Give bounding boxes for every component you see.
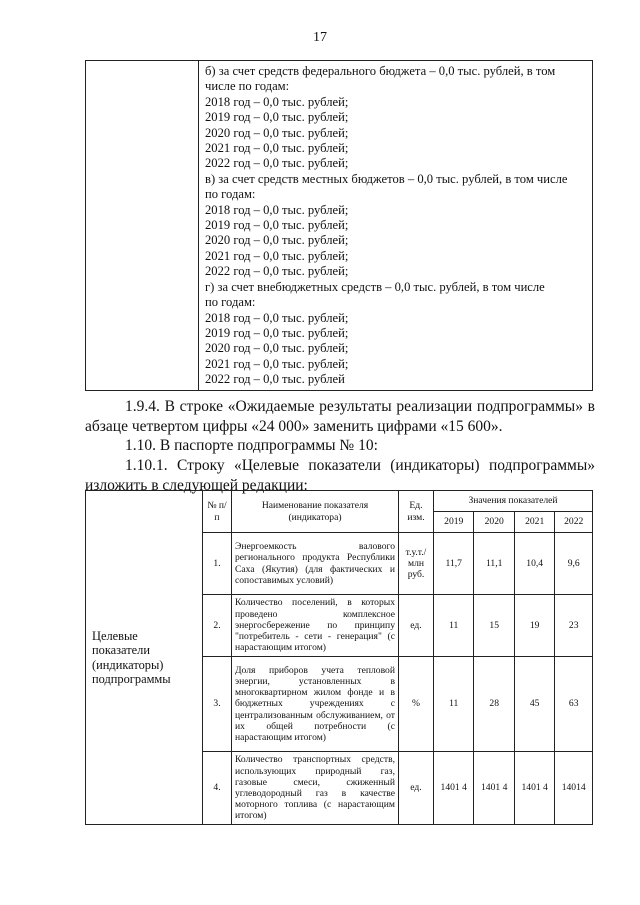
funding-line: 2021 год – 0,0 тыс. рублей; — [205, 248, 349, 263]
header-unit: Ед. изм. — [399, 491, 434, 533]
funding-table-label-cell — [86, 61, 199, 391]
funding-line: 2019 год – 0,0 тыс. рублей; — [205, 218, 349, 233]
row-name: Количество транспортных средств, использующих природный газ, газовые смеси, сжиженный углеводородный газ в качестве моторного топлива (с нарастающим итогом) — [232, 752, 399, 825]
funding-line: 2021 год – 0,0 тыс. рублей; — [205, 141, 349, 156]
indicator-side-label: Целевые показатели (индикаторы) подпрограммы — [86, 491, 203, 825]
funding-line: по годам: — [205, 187, 256, 202]
row-value: 1401 4 — [434, 752, 474, 825]
paragraph-1-9-4: 1.9.4. В строке «Ожидаемые результаты реализации подпрограммы» в абзаце четвертом цифры «24 000» заменить цифрами «15 600». — [85, 398, 595, 435]
row-value: 45 — [514, 657, 554, 752]
header-num: № п/п — [203, 491, 232, 533]
funding-line: 2022 год – 0,0 тыс. рублей; — [205, 156, 349, 171]
funding-line: по годам: — [205, 295, 256, 310]
row-name: Энергоемкость валового регионального продукта Республики Саха (Якутия) (для фактических и сопоставимых условий) — [232, 533, 399, 595]
funding-table — [85, 60, 593, 391]
header-year: 2021 — [514, 512, 554, 533]
paragraph-1-10: 1.10. В паспорте подпрограммы № 10: — [125, 437, 378, 454]
row-value: 10,4 — [514, 533, 554, 595]
row-value: 9,6 — [555, 533, 593, 595]
header-values: Значения показателей — [434, 491, 593, 512]
funding-line: 2020 год – 0,0 тыс. рублей; — [205, 125, 349, 140]
row-value: 11,1 — [474, 533, 514, 595]
header-year: 2020 — [474, 512, 514, 533]
row-value: 63 — [555, 657, 593, 752]
row-unit: т.у.т./ млн руб. — [399, 533, 434, 595]
funding-line: 2018 год – 0,0 тыс. рублей; — [205, 202, 349, 217]
row-value: 11 — [434, 657, 474, 752]
funding-line: 2020 год – 0,0 тыс. рублей; — [205, 341, 349, 356]
row-name: Доля приборов учета тепловой энергии, установленных в многоквартирном жилом фонде и в бюджетных учреждениях с централизованным обслуживанием, от их общей потребности (с нарастающим итогом) — [232, 657, 399, 752]
funding-line: в) за счет средств местных бюджетов – 0,0 тыс. рублей, в том числе — [205, 171, 568, 186]
indicator-table — [85, 490, 593, 825]
row-value: 1401 4 — [514, 752, 554, 825]
funding-line: 2022 год – 0,0 тыс. рублей; — [205, 264, 349, 279]
funding-line: 2019 год – 0,0 тыс. рублей; — [205, 110, 349, 125]
header-name: Наименование показателя (индикатора) — [232, 491, 399, 533]
funding-line: 2021 год – 0,0 тыс. рублей; — [205, 356, 349, 371]
paragraph-1-10-1: 1.10.1. Строку «Целевые показатели (индикаторы) подпрограммы» изложить в следующей редакции: — [85, 457, 595, 494]
funding-line: 2018 год – 0,0 тыс. рублей; — [205, 94, 349, 109]
row-value: 11 — [434, 595, 474, 657]
row-value: 14014 — [555, 752, 593, 825]
row-value: 23 — [555, 595, 593, 657]
row-value: 11,7 — [434, 533, 474, 595]
funding-line: б) за счет средств федерального бюджета – 0,0 тыс. рублей, в том — [205, 64, 556, 78]
funding-line: числе по годам: — [205, 79, 290, 94]
funding-line: 2019 год – 0,0 тыс. рублей; — [205, 325, 349, 340]
row-unit: ед. — [399, 752, 434, 825]
row-value: 15 — [474, 595, 514, 657]
funding-line: 2018 год – 0,0 тыс. рублей; — [205, 310, 349, 325]
row-num: 4. — [203, 752, 232, 825]
funding-line: 2020 год – 0,0 тыс. рублей; — [205, 233, 349, 248]
row-value: 28 — [474, 657, 514, 752]
row-unit: % — [399, 657, 434, 752]
page-number: 17 — [313, 30, 327, 45]
funding-table-content-cell — [199, 61, 593, 391]
row-name: Количество поселений, в которых проведено комплексное энергосбережение по принципу "потребитель - сети - генерация" (с нарастающим итогом) — [232, 595, 399, 657]
header-year: 2019 — [434, 512, 474, 533]
funding-line: г) за счет внебюджетных средств – 0,0 тыс. рублей, в том числе — [205, 279, 545, 294]
row-value: 1401 4 — [474, 752, 514, 825]
row-num: 1. — [203, 533, 232, 595]
row-num: 2. — [203, 595, 232, 657]
header-year: 2022 — [555, 512, 593, 533]
row-num: 3. — [203, 657, 232, 752]
funding-line: 2022 год – 0,0 тыс. рублей — [205, 372, 345, 387]
row-value: 19 — [514, 595, 554, 657]
row-unit: ед. — [399, 595, 434, 657]
